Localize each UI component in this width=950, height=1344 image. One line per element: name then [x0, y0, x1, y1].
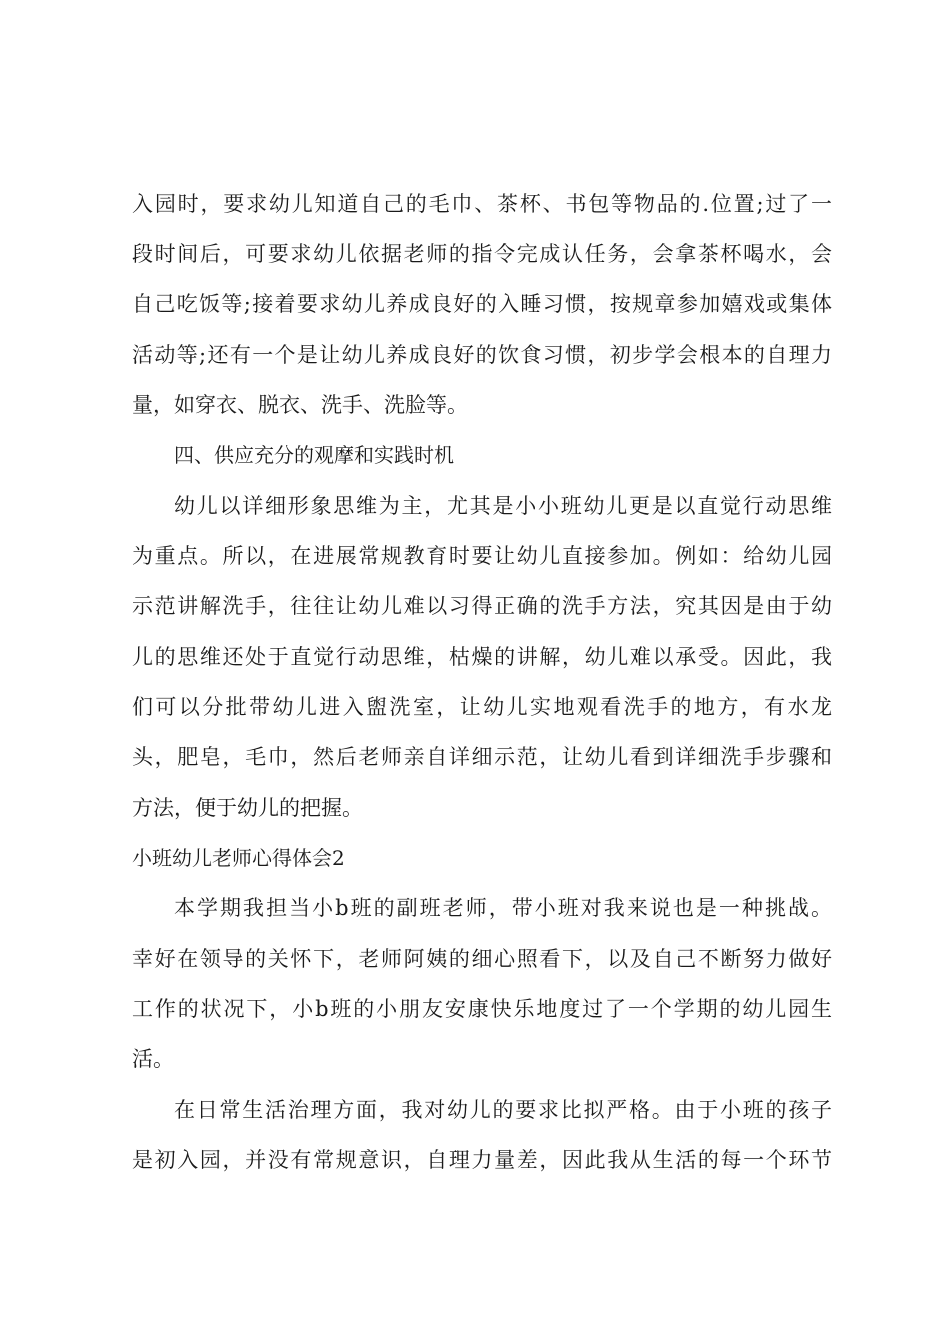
paragraph-line: 自己吃饭等;接着要求幼儿养成良好的入睡习惯，按规章参加嬉戏或集体 [132, 292, 832, 316]
paragraph-line: 在日常生活治理方面，我对幼儿的要求比拟严格。由于小班的孩子 [174, 1098, 832, 1122]
article-title: 小班幼儿老师心得体会2 [132, 846, 345, 870]
paragraph-line: 量，如穿衣、脱衣、洗手、洗脸等。 [132, 393, 468, 417]
section-heading: 四、供应充分的观摩和实践时机 [174, 443, 454, 467]
paragraph-line: 是初入园，并没有常规意识，自理力量差，因此我从生活的每一个环节 [132, 1148, 832, 1172]
paragraph-line: 工作的状况下，小b班的小朋友安康快乐地度过了一个学期的幼儿园生 [132, 997, 832, 1021]
paragraph-line: 示范讲解洗手，往往让幼儿难以习得正确的洗手方法，究其因是由于幼 [132, 594, 832, 618]
paragraph-line: 为重点。所以，在进展常规教育时要让幼儿直接参加。例如：给幼儿园 [132, 544, 832, 568]
paragraph-line: 们可以分批带幼儿进入盥洗室，让幼儿实地观看洗手的地方，有水龙 [132, 695, 832, 719]
paragraph-line: 方法，便于幼儿的把握。 [132, 796, 363, 820]
paragraph-line: 入园时，要求幼儿知道自己的毛巾、茶杯、书包等物品的.位置;过了一 [132, 192, 832, 216]
paragraph-line: 段时间后，可要求幼儿依据老师的指令完成认任务，会拿茶杯喝水，会 [132, 242, 832, 266]
paragraph-line: 活。 [132, 1047, 174, 1071]
paragraph-line: 本学期我担当小b班的副班老师，带小班对我来说也是一种挑战。 [174, 896, 832, 920]
paragraph-line: 幸好在领导的关怀下，老师阿姨的细心照看下，以及自己不断努力做好 [132, 947, 832, 971]
paragraph-line: 活动等;还有一个是让幼儿养成良好的饮食习惯，初步学会根本的自理力 [132, 343, 832, 367]
paragraph-line: 儿的思维还处于直觉行动思维，枯燥的讲解，幼儿难以承受。因此，我 [132, 645, 832, 669]
paragraph-line: 头，肥皂，毛巾，然后老师亲自详细示范，让幼儿看到详细洗手步骤和 [132, 745, 832, 769]
paragraph-line: 幼儿以详细形象思维为主，尤其是小小班幼儿更是以直觉行动思维 [174, 494, 832, 518]
